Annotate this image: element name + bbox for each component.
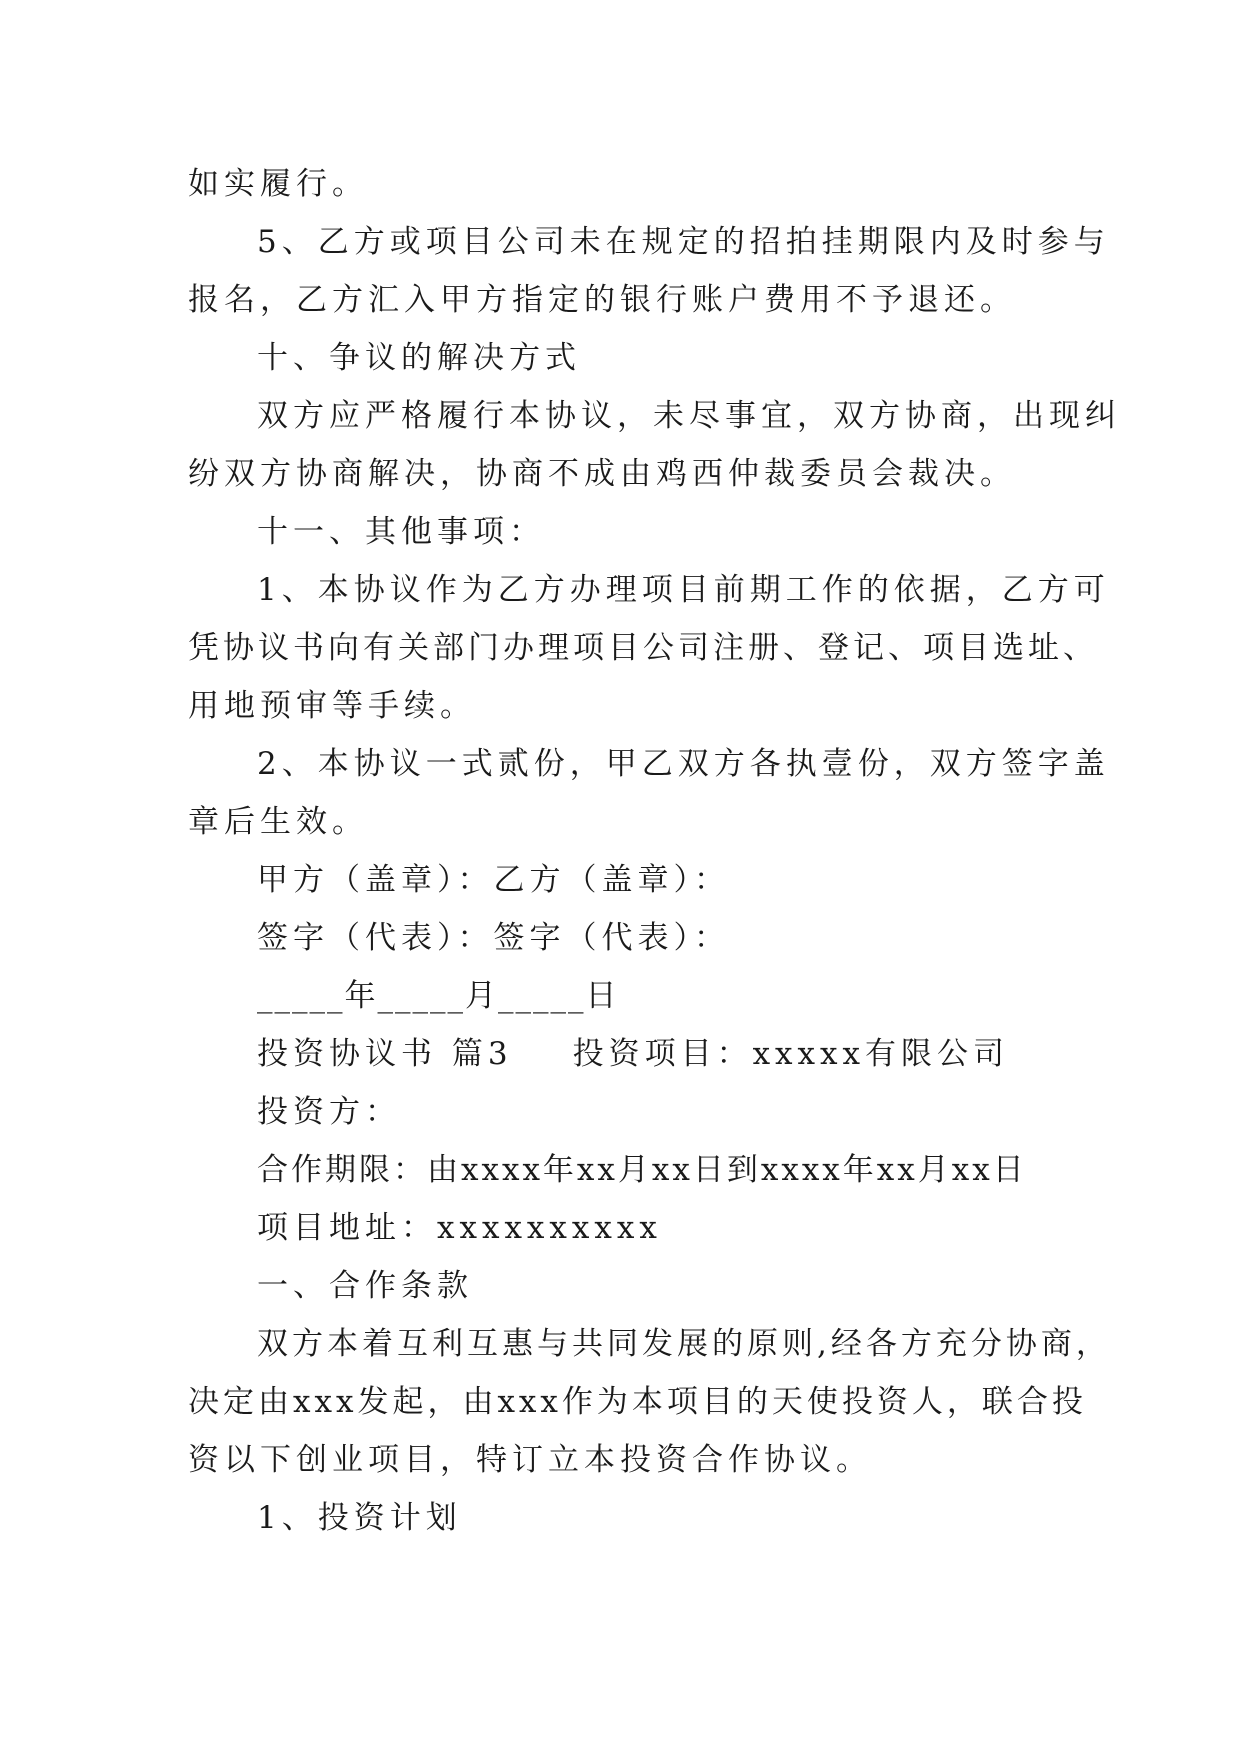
text-line: 章后生效。 [188,804,368,840]
text-line: 纷双方协商解决，协商不成由鸡西仲裁委员会裁决。 [188,456,1016,492]
date-line: _____年_____月_____日 [257,978,619,1014]
section-heading: 1、投资计划 [257,1500,462,1536]
text-line: 2、本协议一式贰份，甲乙双方各执壹份，双方签字盖 [257,746,1110,782]
signature-line: 甲方（盖章）：乙方（盖章）： [257,862,730,898]
section-heading: 十、争议的解决方式 [257,340,581,376]
text-line: 用地预审等手续。 [188,688,476,724]
investment-project: 投资项目：xxxxx有限公司 [572,1036,1009,1072]
text-line: 5、乙方或项目公司未在规定的招拍挂期限内及时参与 [257,224,1110,260]
section-heading: 一、合作条款 [257,1268,473,1304]
text-line: 双方本着互利互惠与共同发展的原则,经各方充分协商， [257,1326,1111,1362]
text-line: 1、本协议作为乙方办理项目前期工作的依据，乙方可 [257,572,1110,608]
text-line [257,1034,1009,1074]
section-heading: 十一、其他事项： [257,514,545,550]
signature-line: 签字（代表）：签字（代表）： [257,920,730,956]
text-line: 决定由xxx发起，由xxx作为本项目的天使投资人，联合投 [188,1384,1087,1420]
text-line: 报名，乙方汇入甲方指定的银行账户费用不予退还。 [188,282,1016,318]
text-line: 项目地址：xxxxxxxxxx [257,1210,662,1246]
text-line: 凭协议书向有关部门办理项目公司注册、登记、项目选址、 [188,630,1098,666]
text-line: 合作期限：由xxxx年xx月xx日到xxxx年xx月xx日 [257,1152,1027,1188]
text-line: 投资方： [257,1094,401,1130]
text-line: 如实履行。 [188,166,368,202]
text-line: 资以下创业项目，特订立本投资合作协议。 [188,1442,872,1478]
document-title: 投资协议书 篇3 [257,1036,513,1072]
text-line: 双方应严格履行本协议，未尽事宜，双方协商，出现纠 [257,398,1121,434]
